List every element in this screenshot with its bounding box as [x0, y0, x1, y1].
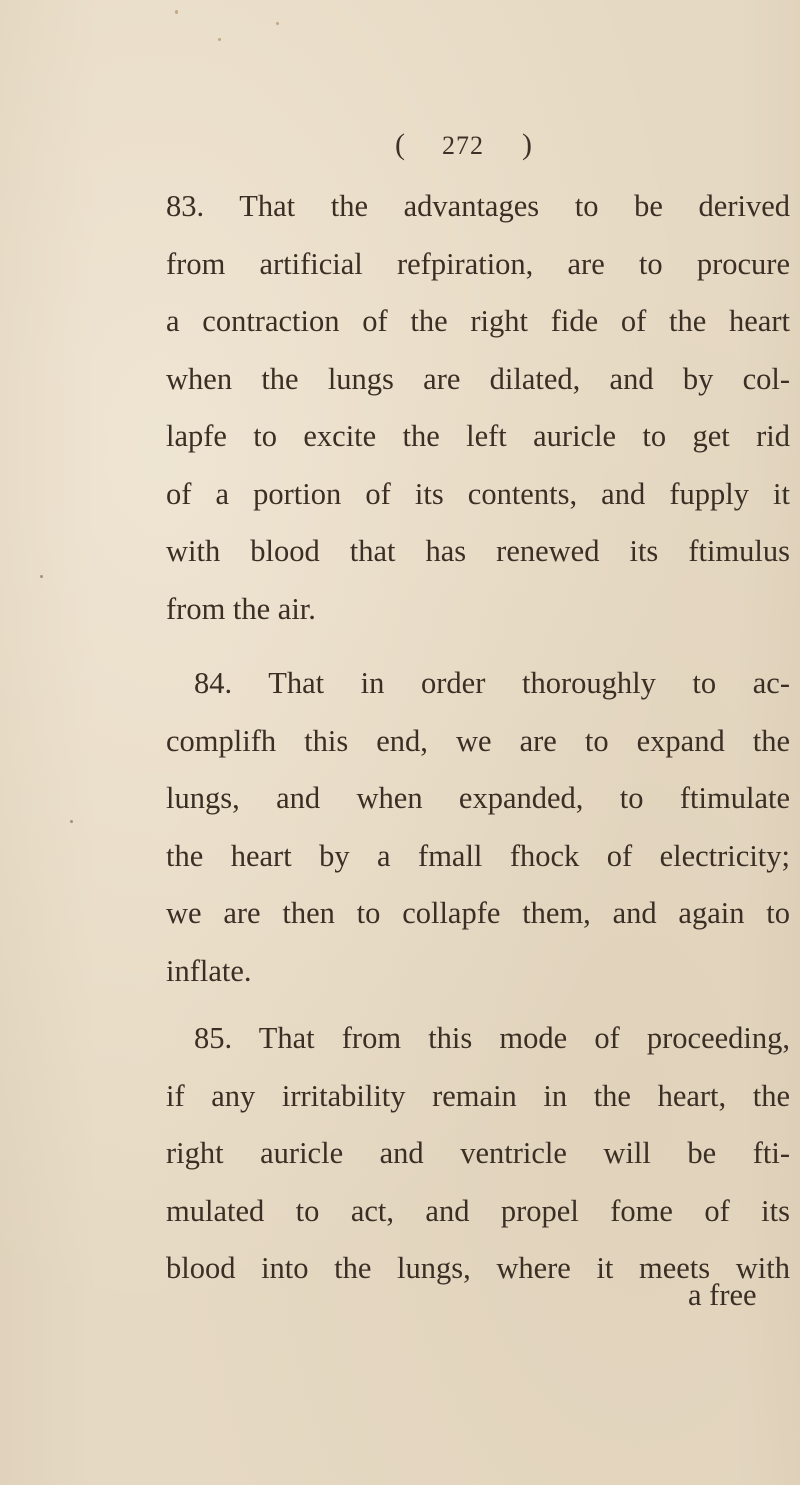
- paragraph-line: [166, 655, 790, 713]
- paragraph-line: lapfe to excite the left auricle to get rid: [166, 419, 790, 453]
- paragraph-text: That in order thoroughly to ac-: [268, 666, 790, 700]
- page-number-close-paren: ): [522, 128, 533, 161]
- paragraph-line: from artificial refpiration, are to procure: [166, 246, 790, 281]
- paragraph-line: mulated to act, and propel fome of its: [166, 1193, 790, 1228]
- page-number-open-paren: (: [395, 128, 406, 161]
- paragraph-number: 85.: [194, 1021, 233, 1055]
- paragraph-line: if any irritability remain in the heart, the: [166, 1078, 790, 1113]
- paragraph-line: we are then to collapfe them, and again to: [166, 896, 790, 930]
- paper-speck: [175, 10, 178, 14]
- paragraph-number: 84.: [194, 666, 233, 700]
- paragraph-85: [166, 1010, 790, 1298]
- paragraph-text: That from this mode of proceeding,: [258, 1021, 790, 1055]
- paragraph-line: when the lungs are dilated, and by col-: [166, 361, 790, 396]
- paper-speck: [276, 22, 279, 25]
- page-number-value: 272: [442, 131, 484, 160]
- paragraph-line: blood into the lungs, where it meets with: [166, 1251, 790, 1285]
- paragraph-line: with blood that has renewed its ftimulus: [166, 534, 790, 568]
- paragraph-line: inflate.: [166, 953, 252, 988]
- paragraph-line: of a portion of its contents, and fupply it: [166, 476, 790, 511]
- paragraph-83: [166, 178, 790, 638]
- paper-speck: [40, 575, 43, 578]
- paragraph-line: right auricle and ventricle will be fti-: [166, 1136, 790, 1170]
- paper-speck: [70, 820, 73, 823]
- catchword: a free: [688, 1278, 757, 1312]
- paragraph-line: [166, 178, 790, 236]
- paper-speck: [218, 38, 221, 41]
- paragraph-number: 83.: [166, 189, 205, 223]
- paragraph-84: [166, 655, 790, 1000]
- paragraph-line: lungs, and when expanded, to ftimulate: [166, 781, 790, 815]
- paragraph-line: complifh this end, we are to expand the: [166, 723, 790, 758]
- paragraph-text: That the advantages to be derived: [239, 189, 790, 223]
- paragraph-line: the heart by a fmall fhock of electricity;: [166, 838, 790, 873]
- page-number: [395, 128, 533, 162]
- paragraph-line: [166, 1010, 790, 1068]
- paragraph-line: a contraction of the right fide of the heart: [166, 304, 790, 338]
- paragraph-line: from the air.: [166, 591, 316, 626]
